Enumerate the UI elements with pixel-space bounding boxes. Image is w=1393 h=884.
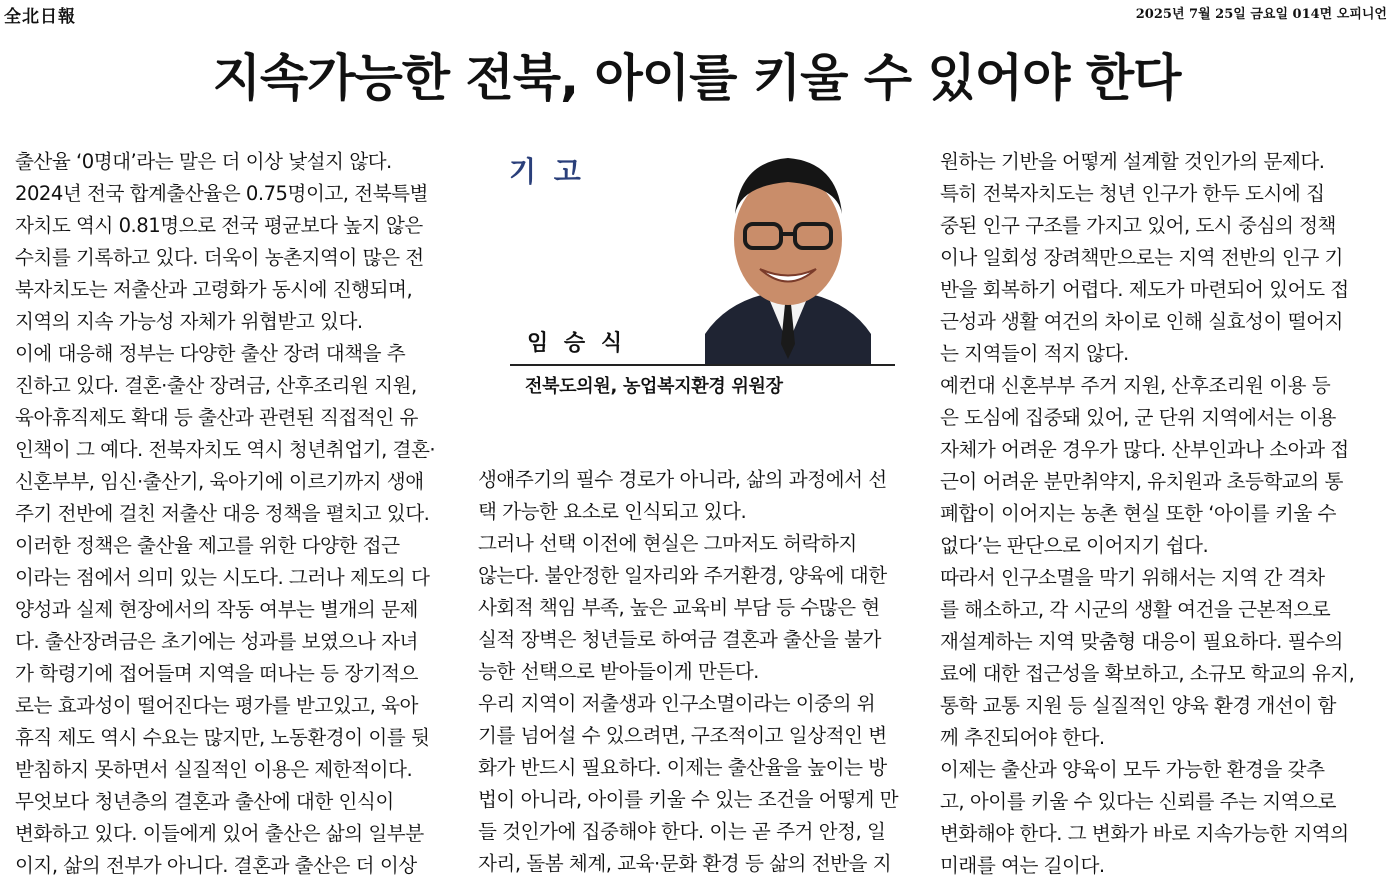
text-line: 변화해야 한다. 그 변화가 바로 지속가능한 지역의 [940, 822, 1349, 845]
text-line: 재설계하는 지역 맞춤형 대응이 필요하다. 필수의 [940, 630, 1343, 653]
text-line: 변화하고 있다. 이들에게 있어 출산은 삶의 일부분 [15, 822, 424, 845]
text-line: 기를 넘어설 수 있으려면, 구조적이고 일상적인 변 [478, 724, 887, 747]
text-line: 근이 어려운 분만취약지, 유치원과 초등학교의 통 [940, 470, 1343, 493]
text-line: 특히 전북자치도는 청년 인구가 한두 도시에 집 [940, 182, 1325, 205]
text-line: 다. 출산장려금은 초기에는 성과를 보였으나 자녀 [15, 630, 418, 653]
masthead [0, 0, 1393, 26]
text-line: 를 해소하고, 각 시군의 생활 여건을 근본적으로 [940, 598, 1331, 621]
text-line: 출산율 ‘0명대’라는 말은 더 이상 낯설지 않다. [15, 150, 392, 173]
text-line: 중된 인구 구조를 가지고 있어, 도시 중심의 정책 [940, 214, 1336, 237]
text-line: 반을 회복하기 어렵다. 제도가 마련되어 있어도 접 [940, 278, 1349, 301]
text-line: 사회적 책임 부족, 높은 교육비 부담 등 수많은 현 [478, 596, 880, 619]
text-line: 육아휴직제도 확대 등 출산과 관련된 직접적인 유 [15, 406, 418, 429]
text-line: 우리 지역이 저출생과 인구소멸이라는 이중의 위 [478, 692, 876, 715]
text-line: 자체가 어려운 경우가 많다. 산부인과나 소아과 접 [940, 438, 1349, 461]
text-line: 능한 선택으로 받아들이게 만든다. [478, 660, 759, 683]
text-line: 예컨대 신혼부부 주거 지원, 산후조리원 이용 등 [940, 374, 1331, 397]
text-line: 양성과 실제 현장에서의 작동 여부는 별개의 문제 [15, 598, 418, 621]
contributor-box [505, 140, 895, 410]
divider [510, 364, 895, 366]
text-line: 북자치도는 저출산과 고령화가 동시에 진행되며, [15, 278, 413, 301]
author-portrait-icon [705, 144, 871, 364]
author-name: 임 승 식 [527, 331, 627, 356]
text-line: 이지, 삶의 전부가 아니다. 결혼과 출산은 더 이상 [15, 854, 417, 877]
text-line: 께 추진되어야 한다. [940, 726, 1105, 749]
text-line: 택 가능한 요소로 인식되고 있다. [478, 500, 747, 523]
text-line: 2024년 전국 합계출산율은 0.75명이고, 전북특별 [15, 182, 428, 205]
text-line: 근성과 생활 여건의 차이로 인해 실효성이 떨어지 [940, 310, 1343, 333]
text-line: 폐합이 이어지는 농촌 현실 또한 ‘아이를 키울 수 [940, 502, 1336, 525]
text-line: 이라는 점에서 의미 있는 시도다. 그러나 제도의 다 [15, 566, 430, 589]
text-line: 들 것인가에 집중해야 한다. 이는 곧 주거 안정, 일 [478, 820, 886, 843]
text-line: 원하는 기반을 어떻게 설계할 것인가의 문제다. [940, 150, 1325, 173]
text-line: 법이 아니라, 아이를 키울 수 있는 조건을 어떻게 만 [478, 788, 899, 811]
text-line: 않는다. 불안정한 일자리와 주거환경, 양육에 대한 [478, 564, 887, 587]
text-line: 가 학령기에 접어들며 지역을 떠나는 등 장기적으 [15, 662, 418, 685]
text-line: 자리, 돌봄 체계, 교육·문화 환경 등 삶의 전반을 지 [478, 852, 892, 875]
text-line: 지역의 지속 가능성 자체가 위협받고 있다. [15, 310, 363, 333]
text-line: 이러한 정책은 출산율 제고를 위한 다양한 접근 [15, 534, 400, 557]
text-line: 진하고 있다. 결혼·출산 장려금, 산후조리원 지원, [15, 374, 417, 397]
text-line: 이나 일회성 장려책만으로는 지역 전반의 인구 기 [940, 246, 1343, 269]
text-line: 통학 교통 지원 등 실질적인 양육 환경 개선이 함 [940, 694, 1336, 717]
text-line: 이제는 출산과 양육이 모두 가능한 환경을 갖추 [940, 758, 1325, 781]
text-line: 휴직 제도 역시 수요는 많지만, 노동환경이 이를 뒷 [15, 726, 430, 749]
newspaper-logo: 全北日報 [4, 7, 76, 27]
text-line: 무엇보다 청년층의 결혼과 출산에 대한 인식이 [15, 790, 394, 813]
text-line: 그러나 선택 이전에 현실은 그마저도 허락하지 [478, 532, 857, 555]
text-line: 실적 장벽은 청년들로 하여금 결혼과 출산을 불가 [478, 628, 881, 651]
article-column-3 [940, 146, 1380, 882]
text-line: 따라서 인구소멸을 막기 위해서는 지역 간 격차 [940, 566, 1325, 589]
text-line: 화가 반드시 필요하다. 이제는 출산율을 높이는 방 [478, 756, 887, 779]
text-line: 신혼부부, 임신·출산기, 육아기에 이르기까지 생애 [15, 470, 424, 493]
text-line: 이에 대응해 정부는 다양한 출산 장려 대책을 추 [15, 342, 406, 365]
text-line: 없다’는 판단으로 이어지기 쉽다. [940, 534, 1209, 557]
article-column-2 [478, 464, 918, 880]
text-line: 는 지역들이 적지 않다. [940, 342, 1129, 365]
dateline: 2025년 7월 25일 금요일 014면 오피니언 [1135, 7, 1387, 22]
text-line: 미래를 여는 길이다. [940, 854, 1105, 877]
text-line: 인책이 그 예다. 전북자치도 역시 청년취업기, 결혼· [15, 438, 436, 461]
text-line: 고, 아이를 키울 수 있다는 신뢰를 주는 지역으로 [940, 790, 1336, 813]
text-line: 자치도 역시 0.81명으로 전국 평균보다 높지 않은 [15, 214, 423, 237]
author-title: 전북도의원, 농업복지환경 위원장 [525, 376, 783, 397]
section-label: 기 고 [509, 155, 585, 188]
text-line: 수치를 기록하고 있다. 더욱이 농촌지역이 많은 전 [15, 246, 424, 269]
text-line: 받침하지 못하면서 실질적인 이용은 제한적이다. [15, 758, 413, 781]
article-headline: 지속가능한 전북, 아이를 키울 수 있어야 한다 [212, 49, 1181, 107]
text-line: 주기 전반에 걸친 저출산 대응 정책을 펼치고 있다. [15, 502, 430, 525]
article-column-1 [15, 146, 455, 882]
text-line: 생애주기의 필수 경로가 아니라, 삶의 과정에서 선 [478, 468, 887, 491]
text-line: 료에 대한 접근성을 확보하고, 소규모 학교의 유지, [940, 662, 1355, 685]
text-line: 은 도심에 집중돼 있어, 군 단위 지역에서는 이용 [940, 406, 1336, 429]
text-line: 로는 효과성이 떨어진다는 평가를 받고있고, 육아 [15, 694, 418, 717]
